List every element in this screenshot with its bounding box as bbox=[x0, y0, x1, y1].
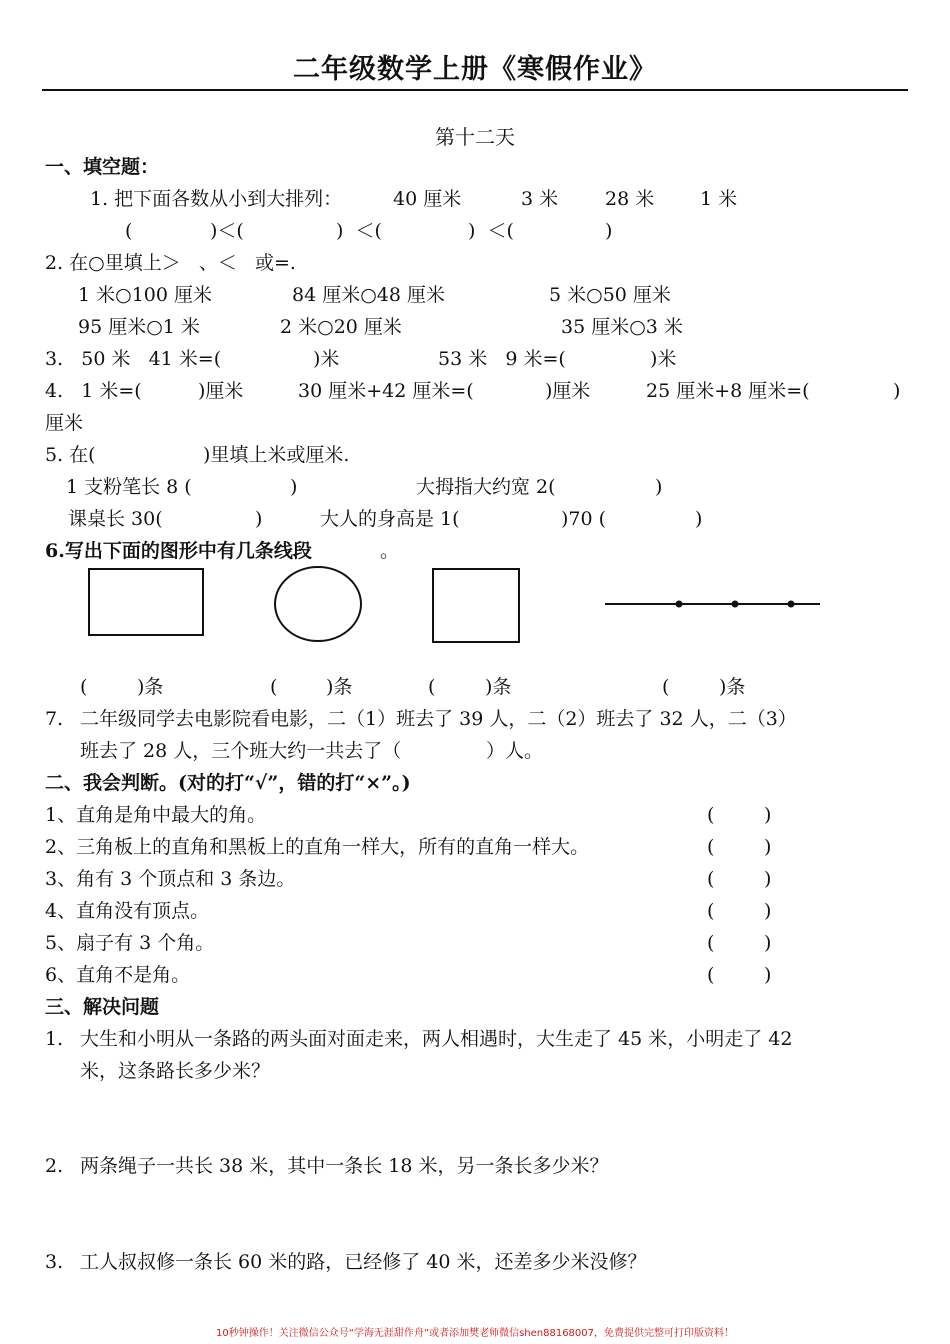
q4-part: 4. 1 米=( bbox=[45, 380, 142, 402]
judge-paren-open: ( bbox=[707, 964, 715, 986]
q2-compare: 1 米○100 厘米 bbox=[78, 284, 213, 306]
q6-answer: )条 bbox=[326, 676, 353, 698]
q5-item: ) bbox=[290, 476, 298, 498]
q3-part: )米 bbox=[650, 348, 677, 370]
problem-number: 3. bbox=[45, 1251, 64, 1273]
q2-compare: 84 厘米○48 厘米 bbox=[292, 284, 446, 306]
q6-answer: ( bbox=[428, 676, 436, 698]
judge-item: 3、角有 3 个顶点和 3 条边。 bbox=[45, 868, 296, 890]
section-heading-fill-blank: 一、填空题： bbox=[45, 156, 160, 178]
q1-answer-slot: ) ＜( bbox=[468, 220, 514, 242]
q4-part: 25 厘米+8 厘米=( bbox=[646, 380, 810, 402]
q5-item: ) bbox=[695, 508, 703, 530]
section-heading-judge: 二、我会判断。(对的打“√”，错的打“×”。) bbox=[45, 772, 411, 794]
problem-number: 2. bbox=[45, 1155, 64, 1177]
judge-item: 5、扇子有 3 个角。 bbox=[45, 932, 215, 954]
q4-part: )厘米 bbox=[545, 380, 591, 402]
q6-text: 6.写出下面的图形中有几条线段 bbox=[45, 540, 312, 562]
q3-part: )米 bbox=[313, 348, 340, 370]
q6-answer: ( bbox=[662, 676, 670, 698]
q7-text: ）人。 bbox=[486, 740, 544, 762]
q1-item: 40 厘米 bbox=[393, 188, 462, 210]
q6-answer: ( bbox=[270, 676, 278, 698]
q5-text: 5. 在( bbox=[45, 444, 96, 466]
section-heading-solve: 三、解决问题 bbox=[45, 996, 160, 1018]
q1-item: 3 米 bbox=[521, 188, 559, 210]
q7-text: 班去了 28 人，三个班大约一共去了（ bbox=[80, 740, 402, 762]
q6-answer: )条 bbox=[137, 676, 164, 698]
rectangle-shape bbox=[89, 569, 203, 635]
q6-dot: 。 bbox=[380, 540, 400, 562]
q6-answer: ( bbox=[80, 676, 88, 698]
q7-number: 7. bbox=[45, 708, 64, 730]
judge-item: 4、直角没有顶点。 bbox=[45, 900, 210, 922]
q5-item: 1 支粉笔长 8 ( bbox=[66, 476, 192, 498]
q6-answer: )条 bbox=[719, 676, 746, 698]
page-title: 二年级数学上册《寒假作业》 bbox=[293, 54, 657, 85]
judge-paren-open: ( bbox=[707, 804, 715, 826]
problem-number: 1. bbox=[45, 1028, 64, 1050]
problem-text: 两条绳子一共长 38 米，其中一条长 18 米，另一条长多少米？ bbox=[80, 1155, 609, 1177]
q1-text: 1. 把下面各数从小到大排列： bbox=[90, 188, 343, 210]
problem-text: 米，这条路长多少米？ bbox=[80, 1060, 271, 1082]
q2-text: 2. 在○里填上＞ 、＜ 或=. bbox=[45, 252, 296, 274]
judge-paren-open: ( bbox=[707, 932, 715, 954]
q3-part: 53 米 9 米=( bbox=[438, 348, 566, 370]
q2-compare: 95 厘米○1 米 bbox=[78, 316, 200, 338]
q5-item: ) bbox=[255, 508, 263, 530]
q5-item: )70 ( bbox=[561, 508, 607, 530]
q1-answer-slot: )＜( bbox=[210, 220, 244, 242]
segment-point bbox=[788, 601, 795, 608]
q5-item: 课桌长 30( bbox=[68, 508, 163, 530]
q2-compare: 35 厘米○3 米 bbox=[561, 316, 683, 338]
problem-text: 工人叔叔修一条长 60 米的路，已经修了 40 米，还差多少米没修？ bbox=[80, 1251, 647, 1273]
q1-answer-slot: ) bbox=[605, 220, 613, 242]
judge-paren-close: ) bbox=[764, 964, 772, 986]
q1-answer-slot: ( bbox=[125, 220, 133, 242]
q1-answer-slot: ) ＜( bbox=[336, 220, 382, 242]
judge-paren-open: ( bbox=[707, 836, 715, 858]
q5-item: 大拇指大约宽 2( bbox=[416, 476, 556, 498]
judge-paren-close: ) bbox=[764, 804, 772, 826]
q4-part: 厘米 bbox=[45, 412, 84, 434]
q5-text-end: )里填上米或厘米. bbox=[203, 444, 350, 466]
q3-part: 3. 50 米 41 米=( bbox=[45, 348, 222, 370]
judge-paren-open: ( bbox=[707, 868, 715, 890]
judge-item: 6、直角不是角。 bbox=[45, 964, 191, 986]
q2-compare: 5 米○50 厘米 bbox=[549, 284, 671, 306]
q7-text: 二年级同学去电影院看电影，二（1）班去了 39 人，二（2）班去了 32 人，二（3） bbox=[80, 708, 797, 730]
judge-paren-open: ( bbox=[707, 900, 715, 922]
judge-item: 1、直角是角中最大的角。 bbox=[45, 804, 267, 826]
q5-item: 大人的身高是 1( bbox=[320, 508, 460, 530]
segment-point bbox=[732, 601, 739, 608]
q4-part: ) bbox=[893, 380, 901, 402]
q5-item: ) bbox=[655, 476, 663, 498]
q1-item: 28 米 bbox=[605, 188, 655, 210]
judge-paren-close: ) bbox=[764, 932, 772, 954]
circle-shape bbox=[275, 567, 361, 641]
judge-paren-close: ) bbox=[764, 836, 772, 858]
q4-part: )厘米 bbox=[198, 380, 244, 402]
day-label: 第十二天 bbox=[435, 125, 515, 149]
q6-answer: )条 bbox=[485, 676, 512, 698]
judge-paren-close: ) bbox=[764, 900, 772, 922]
segment-point bbox=[676, 601, 683, 608]
problem-text: 大生和小明从一条路的两头面对面走来，两人相遇时，大生走了 45 米，小明走了 42 bbox=[80, 1028, 793, 1050]
q4-part: 30 厘米+42 厘米=( bbox=[298, 380, 474, 402]
judge-item: 2、三角板上的直角和黑板上的直角一样大，所有的直角一样大。 bbox=[45, 836, 590, 858]
judge-paren-close: ) bbox=[764, 868, 772, 890]
q1-item: 1 米 bbox=[700, 188, 738, 210]
square-shape bbox=[433, 569, 519, 642]
q2-compare: 2 米○20 厘米 bbox=[280, 316, 402, 338]
footer-note: 10秒钟操作！关注微信公众号“学海无涯甜作舟”或者添加樊老师微信shen88168007，免费提供完整可打印版资料！ bbox=[215, 1328, 735, 1339]
